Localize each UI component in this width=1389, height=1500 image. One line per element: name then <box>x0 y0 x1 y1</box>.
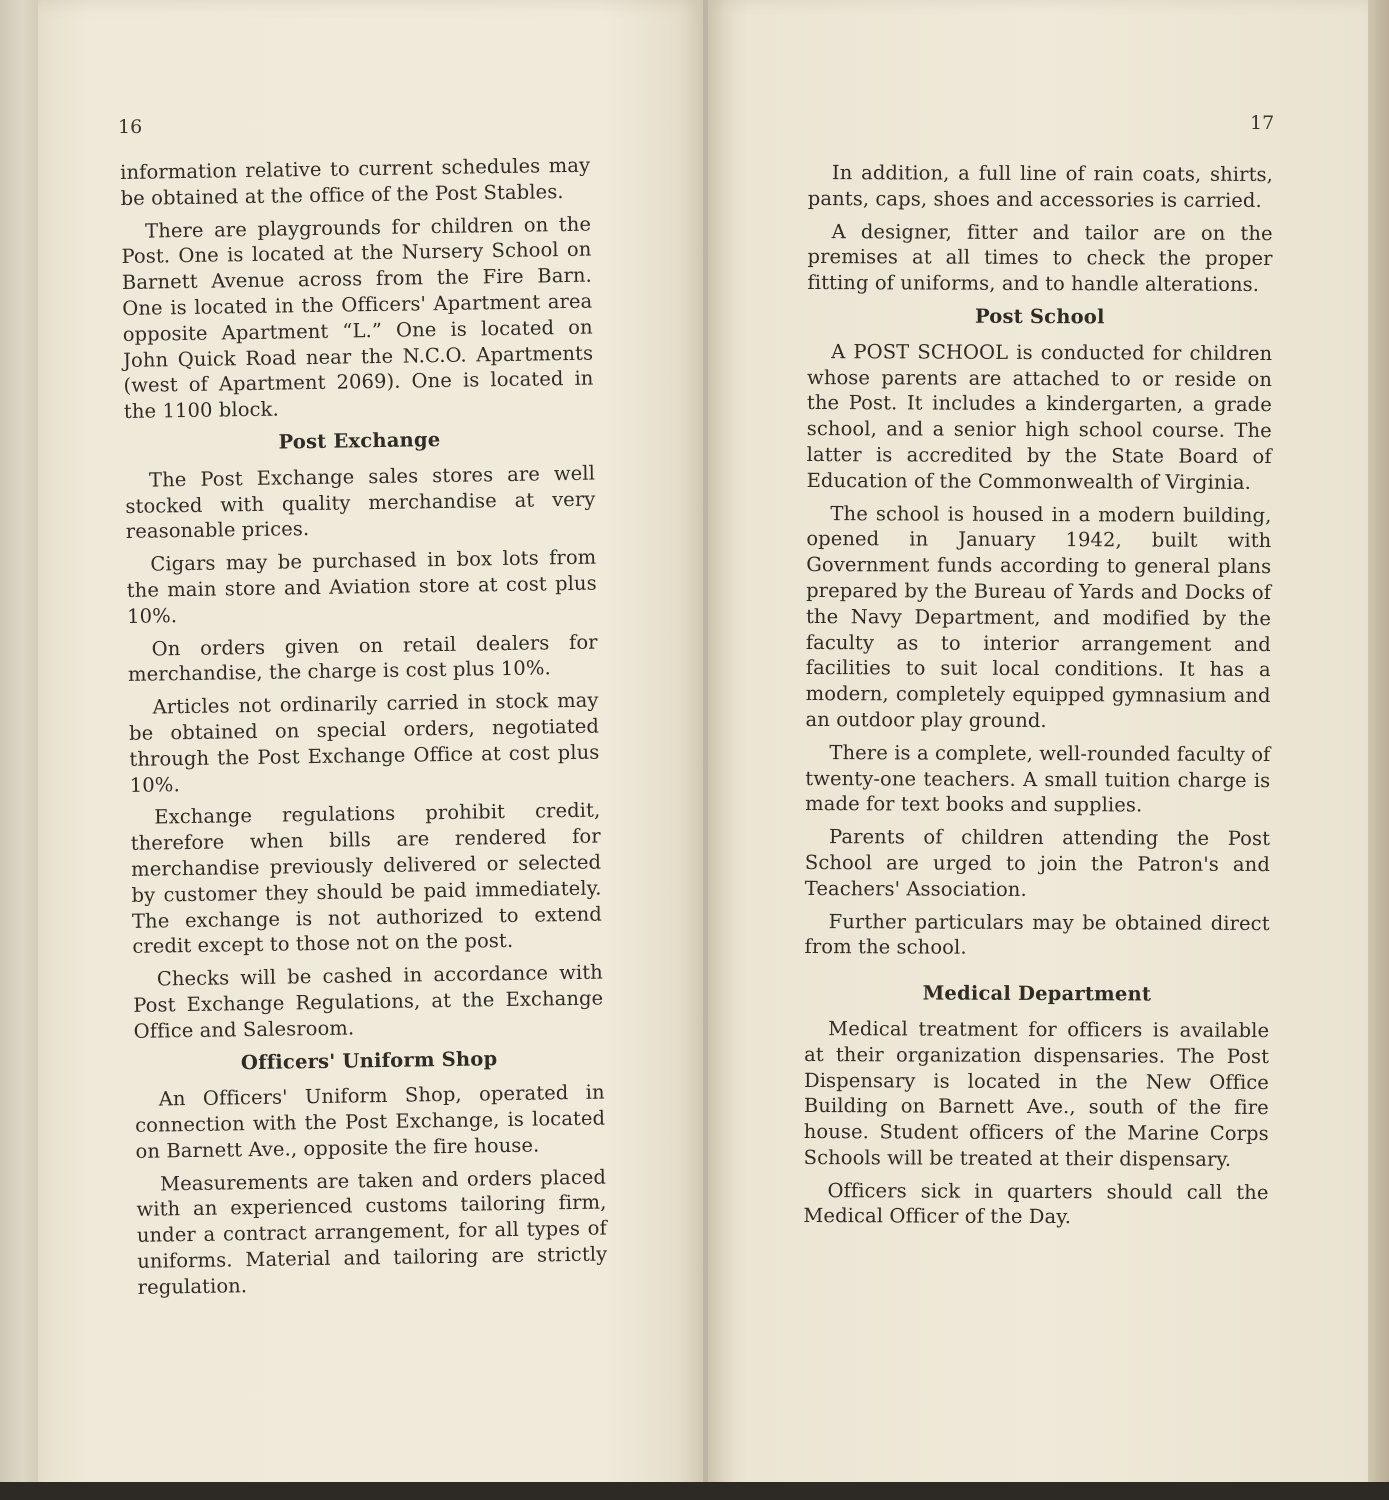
paragraph: An Officers' Uniform Shop, operated in connection with the Post Exchange, is located on Barnett Ave., opposite the fire house. <box>134 1080 606 1163</box>
section-heading-post-school: Post School <box>974 304 1105 329</box>
paragraph: The Post Exchange sales stores are well stocked with quality merchandise at very reasonable prices. <box>125 461 596 544</box>
paragraph: In addition, a full line of rain coats, shirts, pants, caps, shoes and accessories is carried. <box>807 161 1273 212</box>
left-page-text <box>120 153 608 1308</box>
right-page <box>708 0 1368 1500</box>
right-page-text <box>803 160 1273 1238</box>
right-page-stack-edge <box>1368 0 1389 1500</box>
paragraph: Medical treatment for officers is available at their organization dispensaries. The Post Dispensary is located in the New Office Building on Barnett Ave., south of the fire house. Student officers of the Marine Corps Schools will be treated at their dispensary. <box>803 1017 1270 1171</box>
section-heading-officers-uniform-shop: Officers' Uniform Shop <box>240 1046 498 1074</box>
paragraph: The school is housed in a modern building, opened in January 1942, built with Government funds according to general plans prepared by the Bureau of Yards and Docks of the Navy Department, and modified by the faculty as to interior arrangement and facilities to suit local conditions. It has a modern, completely equipped gymnasium and an outdoor play ground. <box>805 501 1272 732</box>
bottom-shadow-band <box>0 1482 1389 1500</box>
section-heading-post-exchange: Post Exchange <box>278 427 441 454</box>
left-page-stack-edge <box>0 0 38 1500</box>
section-heading-medical-department: Medical Department <box>922 981 1152 1006</box>
page-number-left: 16 <box>118 116 143 138</box>
paragraph: Measurements are taken and orders placed with an experienced customs tailoring firm, under a contract arrangement, for all types of uniforms. Material and tailoring are strictly regulation. <box>136 1165 608 1299</box>
paragraph: Officers sick in quarters should call the Medical Officer of the Day. <box>803 1178 1269 1229</box>
paragraph: Parents of children attending the Post School are urged to join the Patron's and Teachers' Association. <box>804 825 1271 901</box>
page-number-right: 17 <box>1250 112 1275 134</box>
paragraph: A designer, fitter and tailor are on the premises at all times to check the proper fitting of uniforms, and to handle alterations. <box>807 219 1273 297</box>
paragraph: A POST SCHOOL is conducted for children whose parents are attached to or reside on the Post. It includes a kindergarten, a grade school, and a senior high school course. The latter is accredited by the State Board of Education of the Commonwealth of Virginia. <box>806 339 1273 494</box>
paragraph: Checks will be cashed in accordance with Post Exchange Regulations, at the Exchange Office and Salesroom. <box>133 960 604 1043</box>
paragraph: Cigars may be purchased in box lots from the main store and Aviation store at cost plus 10%. <box>126 545 597 628</box>
left-page <box>38 0 703 1500</box>
paragraph: Exchange regulations prohibit credit, therefore when bills are rendered for merchandise previously delivered or selected by customer they should be paid immediately. The exchange is not authorized to extend credit except to those not on the post. <box>130 798 603 959</box>
paragraph: information relative to current schedules may be obtained at the office of the Post Stables. <box>120 153 591 210</box>
paragraph: Further particulars may be obtained direct from the school. <box>804 909 1270 960</box>
paragraph: There is a complete, well-rounded faculty of twenty-one teachers. A small tuition charge is made for text books and supplies. <box>805 740 1271 817</box>
paragraph: Articles not ordinarily carried in stock may be obtained on special orders, negotiated through the Post Exchange Office at cost plus 10%. <box>128 688 600 797</box>
paragraph: There are playgrounds for children on the Post. One is located at the Nursery School on Barnett Avenue across from the Fire Barn. One is located in the Officers' Apartment area opposite Apartment “L.” One is located on John Quick Road near the N.C.O. Apartments (west of Apartment 2069). One is located in the 1100 block. <box>121 212 594 424</box>
paragraph: On orders given on retail dealers for merchandise, the charge is cost plus 10%. <box>127 630 598 687</box>
